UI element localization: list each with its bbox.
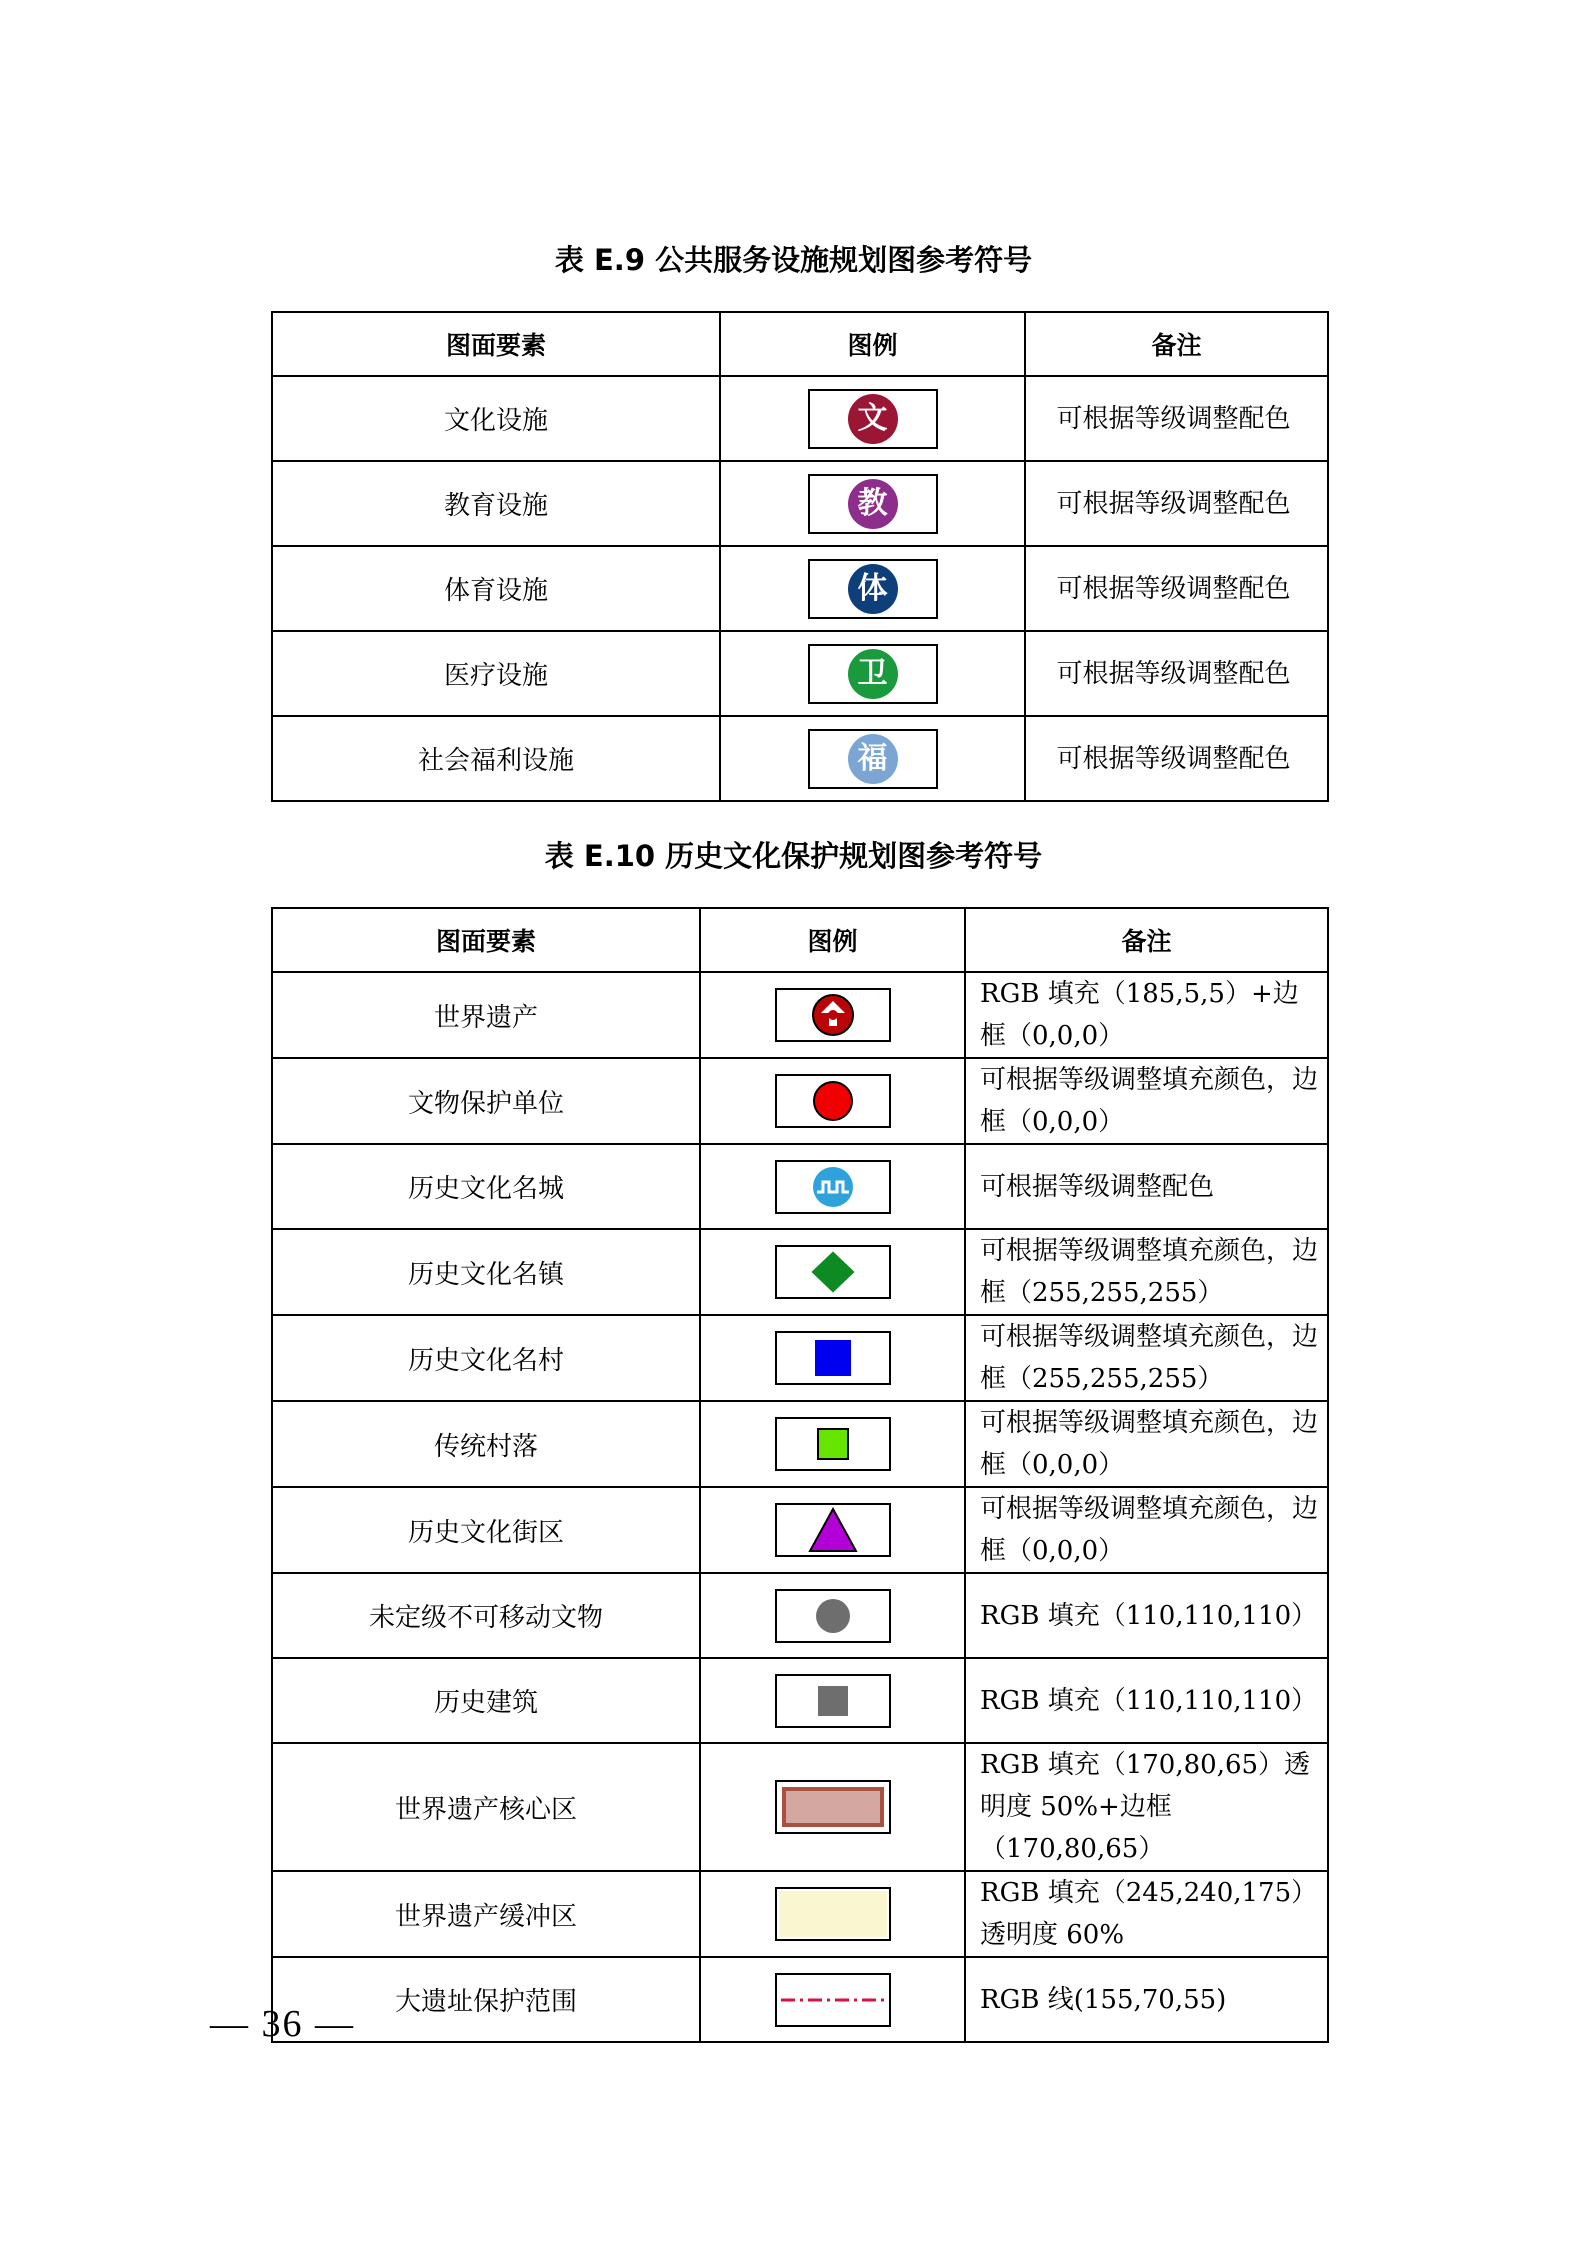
- element-name: 教育设施: [272, 461, 720, 546]
- note: RGB 填充（110,110,110）: [965, 1573, 1328, 1658]
- table-row: [272, 1058, 1328, 1144]
- element-name: 世界遗产: [272, 972, 700, 1058]
- purple-triangle-icon: [808, 1507, 858, 1553]
- table-header-row: [272, 312, 1328, 376]
- element-name: 医疗设施: [272, 631, 720, 716]
- note: 可根据等级调整填充颜色，边框（0,0,0）: [965, 1487, 1328, 1573]
- gray-square-icon: [817, 1685, 849, 1717]
- legend-box: [775, 1503, 891, 1557]
- legend-box: [775, 1417, 891, 1471]
- note: 可根据等级调整配色: [1025, 546, 1328, 631]
- note: 可根据等级调整配色: [1025, 461, 1328, 546]
- note: 可根据等级调整配色: [1025, 631, 1328, 716]
- element-name: 历史文化名村: [272, 1315, 700, 1401]
- table-row: [272, 1315, 1328, 1401]
- element-name: 体育设施: [272, 546, 720, 631]
- table-row: [272, 972, 1328, 1058]
- header-legend: 图例: [720, 312, 1025, 376]
- legend-box: [808, 389, 938, 449]
- table-row: [272, 1229, 1328, 1315]
- sports-facility-icon: 体: [848, 564, 898, 614]
- legend-cell: [700, 1957, 965, 2042]
- element-name: 传统村落: [272, 1401, 700, 1487]
- legend-box: [775, 1589, 891, 1643]
- table-row: [272, 1487, 1328, 1573]
- city-wall-icon: [811, 1165, 855, 1209]
- element-name: 社会福利设施: [272, 716, 720, 801]
- world-heritage-icon: [811, 993, 855, 1037]
- table-row: [272, 1144, 1328, 1229]
- legend-box: [775, 1331, 891, 1385]
- table-row: [272, 376, 1328, 461]
- gray-circle-icon: [814, 1597, 852, 1635]
- culture-facility-icon: 文: [848, 394, 898, 444]
- lime-square-icon: [817, 1428, 849, 1460]
- header-legend: 图例: [700, 908, 965, 972]
- legend-box: [775, 988, 891, 1042]
- table-row: [272, 461, 1328, 546]
- table-row: [272, 1573, 1328, 1658]
- note: RGB 填充（185,5,5）+边框（0,0,0）: [965, 972, 1328, 1058]
- legend-cell: [700, 1144, 965, 1229]
- legend-cell: [700, 1658, 965, 1743]
- legend-cell: [720, 546, 1025, 631]
- legend-box: [808, 474, 938, 534]
- table-e10-title: 表 E.10 历史文化保护规划图参考符号: [544, 839, 1043, 873]
- element-name: 大遗址保护范围: [272, 1957, 700, 2042]
- element-name: 历史文化名镇: [272, 1229, 700, 1315]
- legend-cell: [700, 1058, 965, 1144]
- legend-box: [775, 1674, 891, 1728]
- legend-box: [775, 1245, 891, 1299]
- table-row: [272, 1871, 1328, 1957]
- blue-square-icon: [813, 1338, 853, 1378]
- table-e10: [271, 907, 1329, 2043]
- legend-box: [808, 559, 938, 619]
- note: 可根据等级调整配色: [1025, 716, 1328, 801]
- note: 可根据等级调整配色: [965, 1144, 1328, 1229]
- social-welfare-facility-icon: 福: [848, 734, 898, 784]
- legend-box: [775, 1887, 891, 1941]
- legend-cell: [700, 1743, 965, 1871]
- medical-facility-icon: 卫: [848, 649, 898, 699]
- note: 可根据等级调整填充颜色，边框（255,255,255）: [965, 1229, 1328, 1315]
- legend-box: [808, 644, 938, 704]
- element-name: 文物保护单位: [272, 1058, 700, 1144]
- buffer-zone-swatch-icon: [779, 1891, 887, 1937]
- table-row: [272, 546, 1328, 631]
- note: RGB 填充（110,110,110）: [965, 1658, 1328, 1743]
- green-diamond-icon: [808, 1248, 858, 1296]
- legend-box: [775, 1973, 891, 2027]
- core-zone-swatch-icon: [781, 1786, 885, 1828]
- table-row: [272, 1401, 1328, 1487]
- legend-cell: [720, 376, 1025, 461]
- legend-cell: [700, 1487, 965, 1573]
- element-name: 文化设施: [272, 376, 720, 461]
- note: 可根据等级调整填充颜色，边框（0,0,0）: [965, 1401, 1328, 1487]
- dash-dot-line-icon: [779, 1995, 887, 2005]
- legend-cell: [720, 461, 1025, 546]
- table-row: [272, 631, 1328, 716]
- legend-box: [808, 729, 938, 789]
- table-row: [272, 716, 1328, 801]
- note: 可根据等级调整填充颜色，边框（0,0,0）: [965, 1058, 1328, 1144]
- header-note: 备注: [965, 908, 1328, 972]
- note: 可根据等级调整配色: [1025, 376, 1328, 461]
- element-name: 未定级不可移动文物: [272, 1573, 700, 1658]
- table-row: [272, 1957, 1328, 2042]
- table-row: [272, 1743, 1328, 1871]
- table-e9: [271, 311, 1329, 802]
- education-facility-icon: 教: [848, 479, 898, 529]
- legend-cell: [720, 631, 1025, 716]
- element-name: 世界遗产核心区: [272, 1743, 700, 1871]
- table-header-row: [272, 908, 1328, 972]
- note: RGB 填充（245,240,175）透明度 60%: [965, 1871, 1328, 1957]
- legend-cell: [700, 1871, 965, 1957]
- note: RGB 线(155,70,55): [965, 1957, 1328, 2042]
- legend-cell: [700, 1229, 965, 1315]
- header-element: 图面要素: [272, 312, 720, 376]
- legend-cell: [700, 972, 965, 1058]
- legend-cell: [700, 1315, 965, 1401]
- table-row: [272, 1658, 1328, 1743]
- legend-box: [775, 1780, 891, 1834]
- note: RGB 填充（170,80,65）透明度 50%+边框（170,80,65）: [965, 1743, 1328, 1871]
- page-number: — 36 —: [210, 2003, 355, 2045]
- element-name: 历史文化街区: [272, 1487, 700, 1573]
- legend-box: [775, 1074, 891, 1128]
- element-name: 历史文化名城: [272, 1144, 700, 1229]
- legend-box: [775, 1160, 891, 1214]
- header-element: 图面要素: [272, 908, 700, 972]
- header-note: 备注: [1025, 312, 1328, 376]
- legend-cell: [700, 1573, 965, 1658]
- legend-cell: [720, 716, 1025, 801]
- table-e9-title: 表 E.9 公共服务设施规划图参考符号: [554, 243, 1033, 277]
- legend-cell: [700, 1401, 965, 1487]
- note: 可根据等级调整填充颜色，边框（255,255,255）: [965, 1315, 1328, 1401]
- element-name: 世界遗产缓冲区: [272, 1871, 700, 1957]
- element-name: 历史建筑: [272, 1658, 700, 1743]
- red-circle-icon: [811, 1079, 855, 1123]
